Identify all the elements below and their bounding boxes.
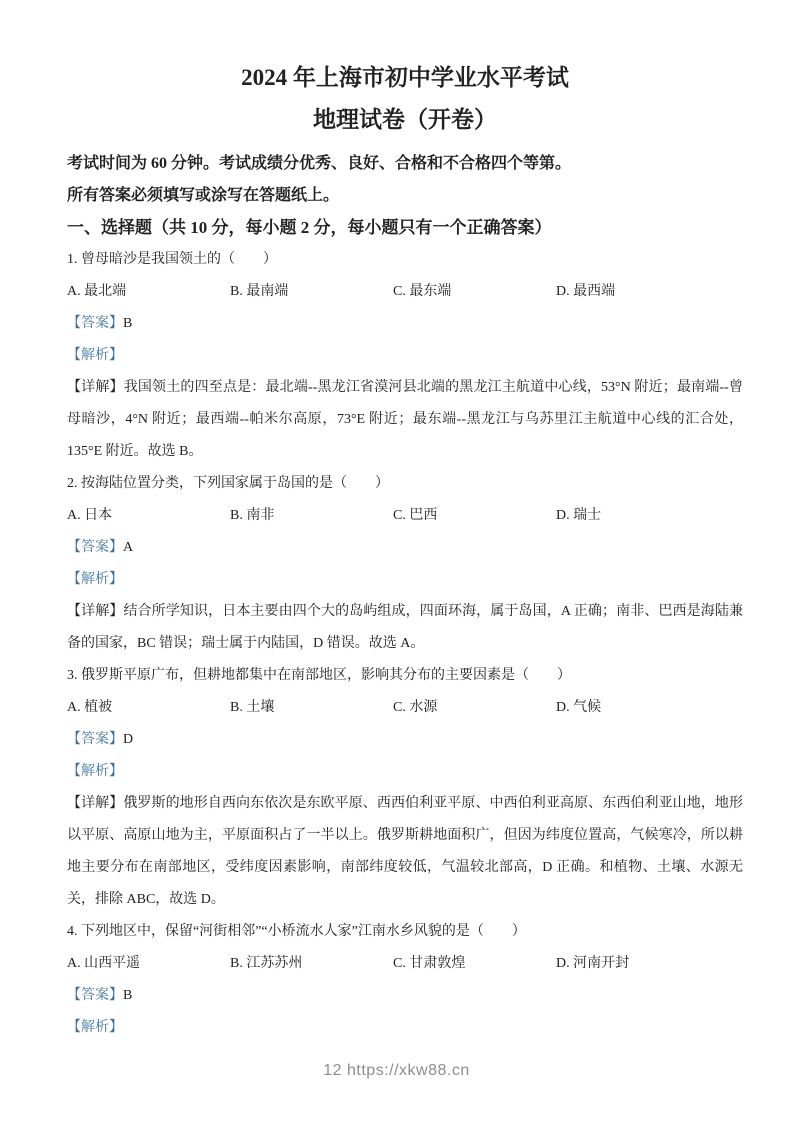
option-b: B. 土壤 (230, 700, 275, 715)
analysis-label: 【解析】 (67, 572, 123, 587)
answer-line (67, 724, 743, 756)
option-a: A. 植被 (67, 700, 113, 715)
option-c: C. 水源 (393, 700, 438, 715)
options-row (67, 500, 743, 532)
option-a: A. 日本 (67, 508, 113, 523)
question-stem: 3. 俄罗斯平原广布，但耕地都集中在南部地区，影响其分布的主要因素是（ ） (67, 668, 571, 683)
question-block-1 (67, 244, 743, 468)
option-a: A. 最北端 (67, 284, 127, 299)
answer-label: 【答案】 (67, 316, 123, 331)
header (67, 60, 743, 138)
option-c: C. 甘肃敦煌 (393, 956, 466, 971)
analysis-label-line (67, 564, 743, 596)
question-stem: 4. 下列地区中，保留“河街相邻”“小桥流水人家”江南水乡风貌的是（ ） (67, 924, 526, 939)
analysis-label: 【解析】 (67, 1020, 123, 1035)
explanation-paragraph: 【详解】俄罗斯的地形自西向东依次是东欧平原、西西伯利亚平原、中西伯利亚高原、东西伯利亚山地，地形以平原、高原山地为主，平原面积占了一半以上。俄罗斯耕地面积广，但因为纬度位置高，气候寒冷，所以耕地主要分布在南部地区，受纬度因素影响，南部纬度较低，气温较北部高，D 正确。和植物、土壤、水源无关，排除 ABC，故选 D。 (67, 796, 743, 907)
footer-text: 12 https://xkw88.cn (323, 1062, 470, 1079)
answer-label: 【答案】 (67, 988, 123, 1003)
exam-notices (67, 148, 743, 212)
option-c: C. 最东端 (393, 284, 452, 299)
section-heading: 一、选择题（共 10 分，每小题 2 分，每小题只有一个正确答案） (67, 218, 552, 237)
options-row (67, 948, 743, 980)
options-row (67, 276, 743, 308)
option-d: D. 瑞士 (556, 508, 602, 523)
answer-value: A (123, 540, 134, 555)
answer-line (67, 532, 743, 564)
question-block-2 (67, 468, 743, 660)
option-a: A. 山西平遥 (67, 956, 141, 971)
question-stem: 2. 按海陆位置分类，下列国家属于岛国的是（ ） (67, 476, 389, 491)
answer-line (67, 308, 743, 340)
notice-line-1: 考试时间为 60 分钟。考试成绩分优秀、良好、合格和不合格四个等第。 (67, 155, 572, 172)
options-row (67, 692, 743, 724)
analysis-label: 【解析】 (67, 348, 123, 363)
explanation-paragraph: 【详解】结合所学知识，日本主要由四个大的岛屿组成，四面环海，属于岛国，A 正确；南非、巴西是海陆兼备的国家，BC 错误；瑞士属于内陆国，D 错误。故选 A。 (67, 604, 743, 651)
paper-title: 地理试卷（开卷） (313, 107, 497, 132)
analysis-label-line (67, 756, 743, 788)
option-d: D. 气候 (556, 700, 602, 715)
question-stem: 1. 曾母暗沙是我国领土的（ ） (67, 252, 277, 267)
question-block-4 (67, 916, 743, 1044)
explanation-paragraph: 【详解】我国领土的四至点是：最北端--黑龙江省漠河县北端的黑龙江主航道中心线，53°N 附近；最南端--曾母暗沙，4°N 附近；最西端--帕米尔高原，73°E 附近；最东端--黑龙江与乌苏里江主航道中心线的汇合处，135°E 附近。故选 B。 (67, 380, 743, 459)
option-d: D. 最西端 (556, 284, 616, 299)
option-b: B. 南非 (230, 508, 275, 523)
option-b: B. 江苏苏州 (230, 956, 303, 971)
exam-title: 2024 年上海市初中学业水平考试 (241, 65, 569, 90)
answer-value: B (123, 316, 133, 331)
option-c: C. 巴西 (393, 508, 438, 523)
question-block-3 (67, 660, 743, 916)
analysis-label-line (67, 1012, 743, 1044)
notice-line-2: 所有答案必须填写或涂写在答题纸上。 (67, 187, 340, 204)
page-footer (0, 1062, 793, 1080)
answer-label: 【答案】 (67, 732, 123, 747)
answer-value: B (123, 988, 133, 1003)
option-b: B. 最南端 (230, 284, 289, 299)
analysis-label: 【解析】 (67, 764, 123, 779)
answer-value: D (123, 732, 134, 747)
answer-label: 【答案】 (67, 540, 123, 555)
answer-line (67, 980, 743, 1012)
analysis-label-line (67, 340, 743, 372)
option-d: D. 河南开封 (556, 956, 630, 971)
